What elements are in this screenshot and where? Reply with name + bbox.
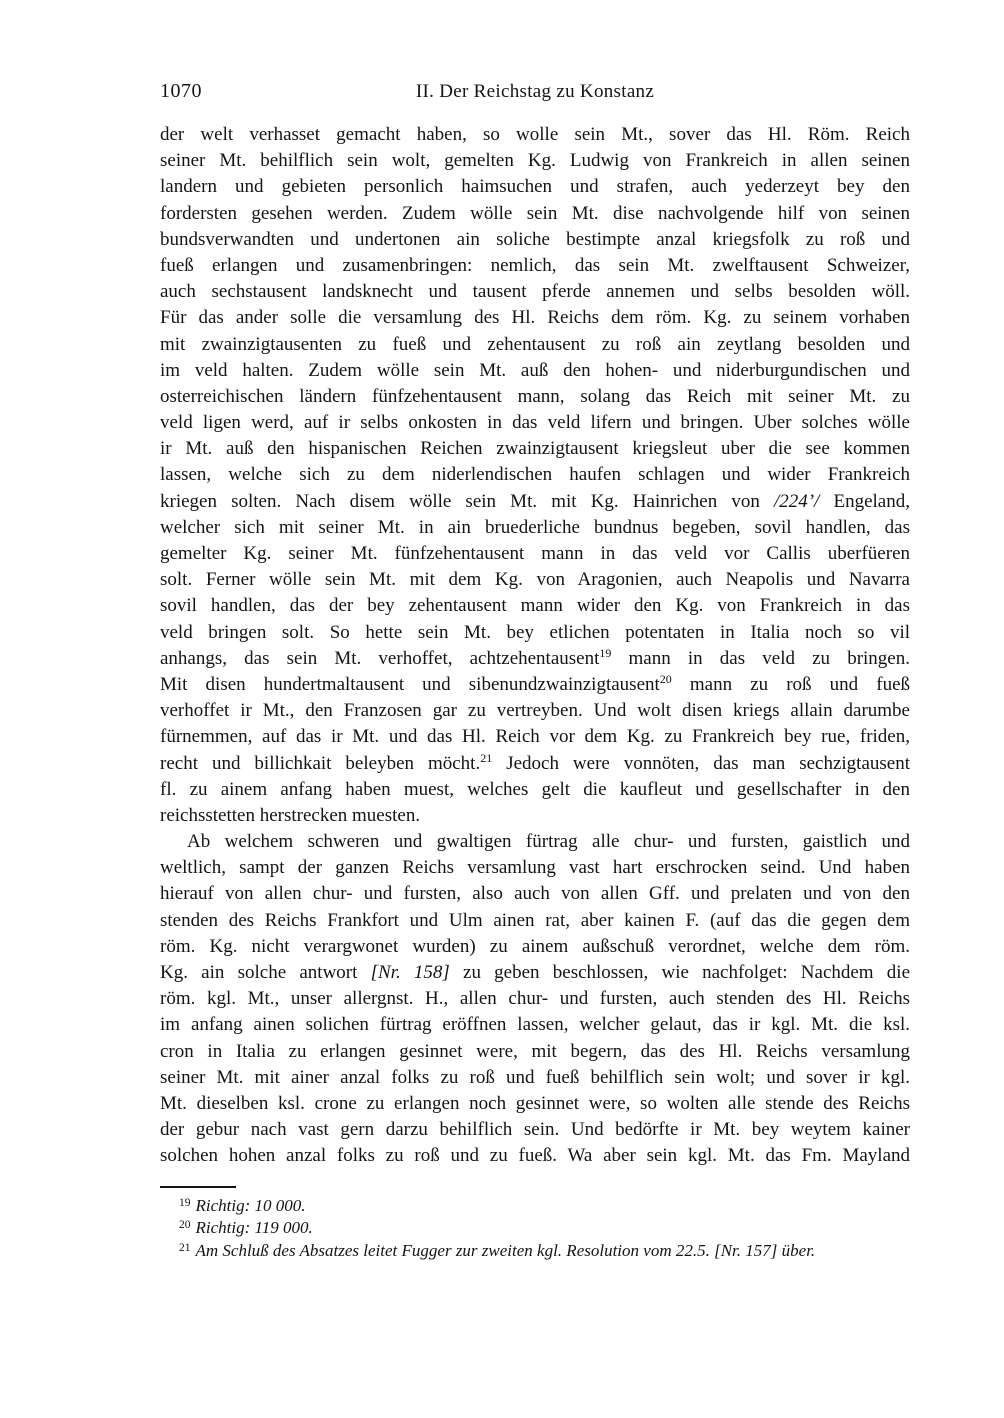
text-segment: Jedoch were vonnöten, das man sechzigtausent: [492, 752, 910, 774]
text-segment: welcher sich mit seiner Mt. in ain bruederliche bundnus begeben, sovil handlen, das: [160, 516, 910, 538]
text-segment: veld ligen werd, auf ir selbs onkosten in das veld lifern und bringen. Uber solches wölle: [160, 412, 910, 434]
text-line: [160, 803, 910, 829]
text-line: [160, 122, 910, 148]
text-segment: im veld halten. Zudem wölle sein Mt. auß den hohen- und niderburgundischen und: [160, 359, 910, 381]
text-segment: kriegen solten. Nach disem wölle sein Mt. mit Kg. Hainrichen von: [160, 490, 774, 512]
text-segment: der gebur nach vast gern darzu behilflich sein. Und bedörfte ir Mt. bey weytem kainer: [160, 1119, 910, 1141]
text-line: [160, 1091, 910, 1117]
text-line: [160, 777, 910, 803]
editorial-reference: [Nr. 158]: [370, 962, 450, 983]
text-line: [160, 253, 910, 279]
text-line: [160, 1065, 910, 1091]
footnote-text: Am Schluß des Absatzes leitet Fugger zur zweiten kgl. Resolution vom 22.5. [Nr. 157] über.: [195, 1240, 816, 1260]
text-segment: veld bringen solt. So hette sein Mt. bey etlichen potentaten in Italia noch so vil: [160, 621, 910, 643]
text-segment: bundsverwandten und undertonen ain soliche bestimpte anzal kriegsfolk zu roß und: [160, 228, 910, 250]
footnote-number: 20: [179, 1219, 191, 1232]
text-line: [160, 384, 910, 410]
text-segment: fürnemmen, auf das ir Mt. und das Hl. Reich vor dem Kg. zu Frankreich bey rue, friden,: [160, 726, 910, 748]
text-segment: cron in Italia zu erlangen gesinnet were, mit begern, das des Hl. Reichs versamlung: [160, 1040, 910, 1062]
text-segment: osterreichischen ländern fünfzehentausent mann, solang das Reich mit seiner Mt. zu: [160, 385, 910, 407]
footnote-marker: 19: [599, 645, 612, 660]
body-text: [160, 122, 910, 1170]
footnotes-section: [160, 1186, 910, 1262]
footnote: [160, 1217, 910, 1239]
text-line: [160, 724, 910, 750]
text-line: [160, 174, 910, 200]
text-segment: lassen, welche sich zu dem niderlendischen haufen schlagen und wider Frankreich: [160, 464, 910, 486]
text-segment: landern und gebieten personlich haimsuchen und strafen, auch yederzeyt bey den: [160, 176, 910, 198]
text-line: [160, 567, 910, 593]
text-line: [160, 908, 910, 934]
text-segment: der welt verhasset gemacht haben, so wolle sein Mt., sover das Hl. Röm. Reich: [160, 124, 910, 145]
text-segment: Engeland,: [819, 490, 910, 512]
text-segment: seiner Mt. behilflich sein wolt, gemelten Kg. Ludwig von Frankreich in allen seinen: [160, 150, 910, 172]
editorial-reference: /224’/: [773, 490, 820, 512]
footnote-number: 19: [179, 1197, 191, 1209]
text-segment: Für das ander solle die versamlung des Hl. Reichs dem röm. Kg. zu seinem vorhaben: [160, 307, 910, 329]
text-segment: verhoffet ir Mt., den Franzosen gar zu vertreyben. Und wolt disen kriegs allain darumbe: [160, 700, 910, 722]
text-segment: solchen hohen anzal folks zu roß und zu fueß. Wa aber sein kgl. Mt. das Fm. Mayland: [160, 1145, 910, 1167]
footnote-marker: 20: [659, 671, 672, 686]
text-line: [160, 515, 910, 541]
footnote-text: Richtig: 119 000.: [195, 1218, 313, 1238]
text-segment: Kg. ain solche antwort: [160, 962, 371, 983]
footnote-text: Richtig: 10 000.: [195, 1196, 306, 1215]
text-line: [160, 646, 910, 672]
text-segment: fueß erlangen und zusamenbringen: nemlich, das sein Mt. zwelftausent Schweizer,: [160, 254, 910, 276]
text-segment: fl. zu ainem anfang haben muest, welches gelt die kaufleut und gesellschafter in den: [160, 778, 910, 800]
text-segment: Mt. dieselben ksl. crone zu erlangen noch gesinnet were, so wolten alle stende des Reichs: [160, 1092, 910, 1114]
text-line: [160, 201, 910, 227]
footnote: [160, 1240, 910, 1262]
text-line: [160, 541, 910, 567]
text-line: [160, 148, 910, 174]
text-segment: seiner Mt. mit ainer anzal folks zu roß und fueß behilflich sein wolt; und sover ir kgl.: [160, 1066, 910, 1088]
footnote-marker: 21: [480, 750, 493, 765]
running-header: [160, 80, 910, 104]
text-segment: ir Mt. auß den hispanischen Reichen zwainzigtausent kriegsleut uber die see kommen: [160, 438, 910, 460]
text-line: [160, 1117, 910, 1143]
text-line: [160, 751, 910, 777]
text-segment: auch sechstausent landsknecht und tausent pferde annemen und selbs besolden wöll.: [160, 281, 910, 303]
text-line: [160, 227, 910, 253]
text-line: [160, 489, 910, 515]
text-segment: röm. kgl. Mt., unser allergnst. H., allen chur- und fursten, auch stenden des Hl. Reichs: [160, 988, 910, 1010]
text-segment: recht und billichkait beleyben möcht.: [160, 752, 481, 774]
text-line: [160, 1039, 910, 1065]
text-segment: röm. Kg. nicht verargwonet wurden) zu ainem außschuß verordnet, welche dem röm.: [160, 935, 910, 957]
footnote-list: [160, 1195, 910, 1262]
text-segment: stenden des Reichs Frankfort und Ulm ainen rat, aber kainen F. (auf das die gegen dem: [160, 909, 910, 931]
text-segment: hierauf von allen chur- und fursten, also auch von allen Gff. und prelaten und von den: [160, 883, 910, 905]
text-line: [160, 620, 910, 646]
footnote-separator-rule: [160, 1186, 236, 1188]
text-segment: im anfang ainen solichen fürtrag eröffnen lassen, welcher gelaut, das ir kgl. Mt. die ksl.: [160, 1014, 910, 1036]
text-segment: solt. Ferner wölle sein Mt. mit dem Kg. von Aragonien, auch Neapolis und Navarra: [160, 569, 910, 591]
text-line: [160, 1012, 910, 1038]
text-line: [160, 986, 910, 1012]
text-line: [160, 462, 910, 488]
text-segment: mann in das veld zu bringen.: [611, 647, 910, 669]
text-line: [160, 1143, 910, 1169]
text-line: [160, 855, 910, 881]
text-line: [160, 436, 910, 462]
text-line: [160, 698, 910, 724]
text-line: [160, 305, 910, 331]
text-line: [160, 881, 910, 907]
text-segment: Mit disen hundertmaltausent und sibenundzwainzigtausent: [160, 673, 660, 695]
text-line: [160, 829, 910, 855]
text-line: [160, 358, 910, 384]
text-segment: weltlich, sampt der ganzen Reichs versamlung vast hart erschrocken seind. Und haben: [160, 857, 910, 879]
text-line: [160, 960, 910, 986]
text-line: [160, 410, 910, 436]
text-line: [160, 279, 910, 305]
text-segment: mit zwainzigtausenten zu fueß und zehentausent zu roß ain zeytlang besolden und: [160, 333, 910, 355]
text-segment: fordersten gesehen werden. Zudem wölle sein Mt. dise nachvolgende hilf von seinen: [160, 202, 910, 224]
footnote: [160, 1195, 910, 1217]
text-segment: gemelter Kg. seiner Mt. fünfzehentausent mann in das veld vor Callis uberfüeren: [160, 543, 910, 564]
page-number: 1070: [160, 80, 202, 102]
text-line: [160, 332, 910, 358]
text-segment: anhangs, das sein Mt. verhoffet, achtzehentausent: [160, 647, 600, 669]
text-segment: Ab welchem schweren und gwaltigen fürtrag alle chur- und fursten, gaistlich und: [187, 831, 910, 853]
text-segment: reichsstetten herstrecken muesten.: [160, 804, 421, 826]
text-segment: zu geben beschlossen, wie nachfolget: Nachdem die: [449, 962, 911, 983]
text-segment: mann zu roß und fueß: [671, 673, 910, 695]
running-header-title: II. Der Reichstag zu Konstanz: [415, 81, 655, 102]
text-segment: sovil handlen, das der bey zehentausent mann wider den Kg. von Frankreich in das: [160, 595, 910, 617]
text-line: [160, 593, 910, 619]
text-line: [160, 672, 910, 698]
text-line: [160, 934, 910, 960]
footnote-number: 21: [179, 1241, 191, 1254]
